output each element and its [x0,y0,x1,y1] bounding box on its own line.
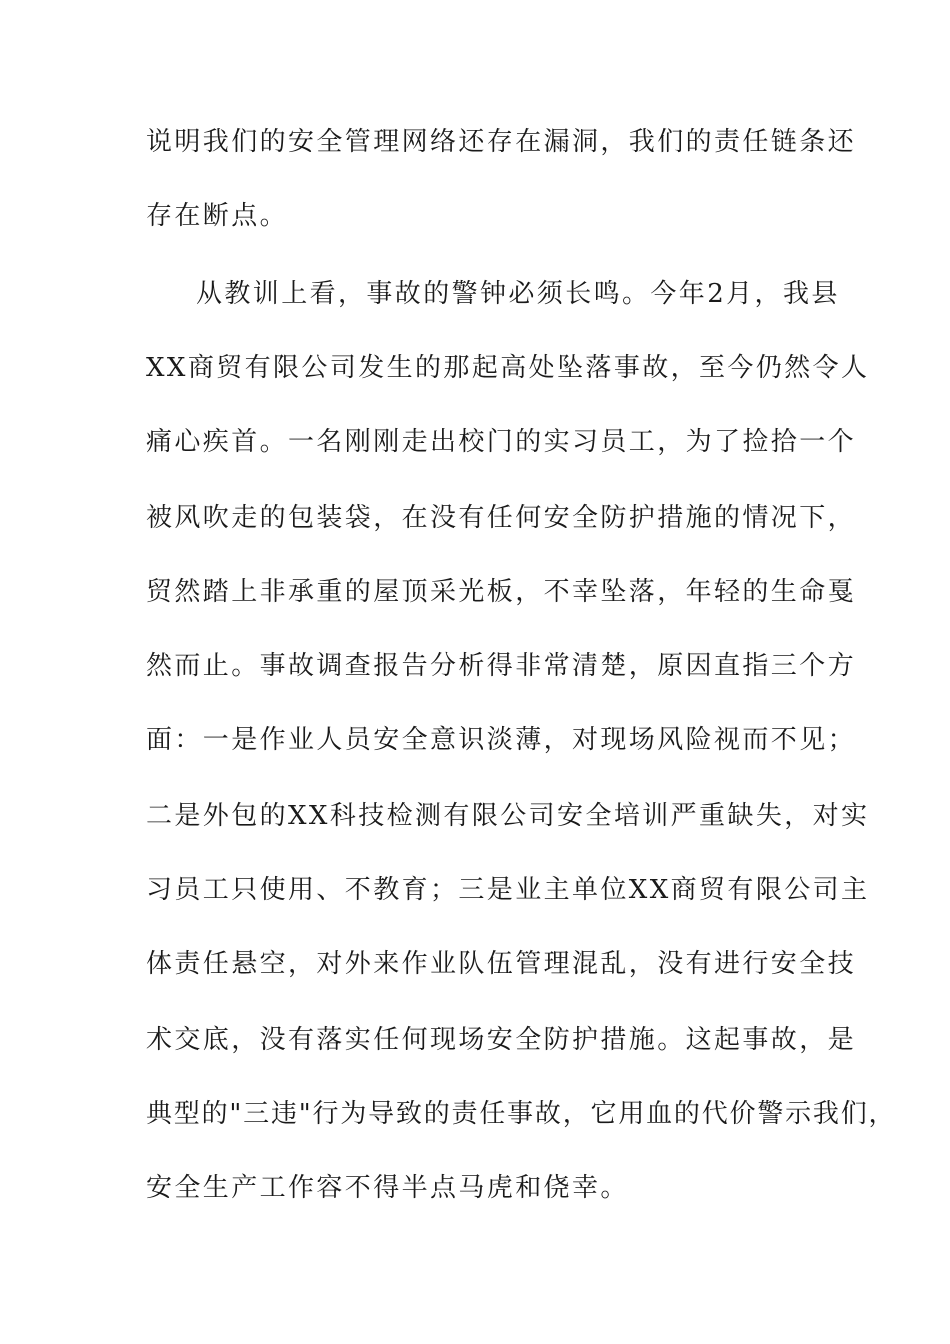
text-line-5: 痛心疾首。一名刚刚走出校门的实习员工，为了捡拾一个 [146,427,857,457]
text-line-14: 典型的"三违"行为导致的责任事故，它用血的代价警示我们， [146,1099,897,1129]
text-line-15: 安全生产工作容不得半点马虎和侥幸。 [146,1173,629,1203]
text-line-2: 存在断点。 [146,201,289,231]
text-line-6: 被风吹走的包装袋，在没有任何安全防护措施的情况下， [146,503,857,533]
text-line-1: 说明我们的安全管理网络还存在漏洞，我们的责任链条还 [146,127,857,157]
text-line-10: 二是外包的XX科技检测有限公司安全培训严重缺失，对实 [146,801,870,831]
text-line-4: XX商贸有限公司发生的那起高处坠落事故，至今仍然令人 [146,353,870,383]
text-line-12: 体责任悬空，对外来作业队伍管理混乱，没有进行安全技 [146,949,857,979]
text-line-7: 贸然踏上非承重的屋顶采光板，不幸坠落，年轻的生命戛 [146,577,857,607]
text-line-11: 习员工只使用、不教育；三是业主单位XX商贸有限公司主 [146,875,870,905]
text-line-13: 术交底，没有落实任何现场安全防护措施。这起事故，是 [146,1025,857,1055]
text-line-8: 然而止。事故调查报告分析得非常清楚，原因直指三个方 [146,651,857,681]
text-line-3: 从教训上看，事故的警钟必须长鸣。今年2月，我县 [196,279,840,309]
text-line-9: 面：一是作业人员安全意识淡薄，对现场风险视而不见； [146,725,857,755]
